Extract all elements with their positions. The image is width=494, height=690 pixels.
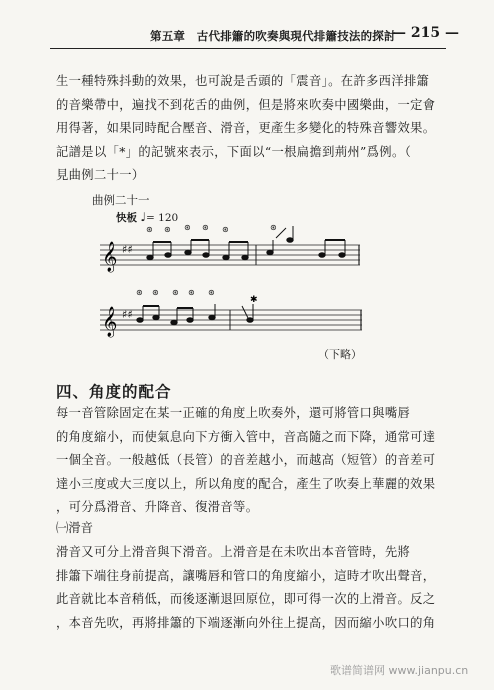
treble-clef-icon: 𝄞: [102, 307, 118, 337]
svg-text:⊛: ⊛: [164, 225, 171, 234]
chapter-title: 第五章 古代排簫的吹奏與現代排簫技法的探討: [150, 29, 396, 43]
text-line: 的角度縮小，而使氣息向下方衝入管中，音高隨之而下降，通常可達: [56, 429, 436, 444]
tempo-label: 快板: [116, 212, 137, 224]
svg-text:⊛: ⊛: [188, 288, 195, 297]
svg-text:⊛: ⊛: [202, 223, 209, 232]
flutter-marks-line-2: [136, 288, 215, 297]
site-watermark: 歌谱简谱网 www.jianpu.cn: [330, 664, 469, 677]
svg-text:⊛: ⊛: [208, 288, 215, 297]
key-signature-icon: ♯♯: [122, 308, 133, 321]
text-line: 一個全音。一般越低（長管）的音差越小，而越高（短管）的音差可: [56, 453, 436, 467]
flutter-marks-line-1: [146, 223, 277, 234]
svg-text:⊛: ⊛: [270, 223, 277, 232]
text-line: 每一音管除固定在某一正確的角度上吹奏外，還可將管口與嘴唇: [56, 406, 411, 420]
text-line: 生一種特殊抖動的效果，也可說是舌頭的「震音」。在許多西洋排簫: [56, 74, 430, 88]
running-header: [0, 22, 494, 48]
score-notation: [90, 190, 390, 362]
text-line: ，可分爲滑音、升降音、復滑音等。: [56, 500, 259, 514]
svg-text:⊛: ⊛: [136, 288, 143, 297]
paragraph-glissando: [56, 541, 442, 635]
key-signature-icon: ♯♯: [122, 243, 133, 256]
text-line: 此音就比本音稍低，而後逐漸退回原位，即可得一次的上滑音。反之: [56, 592, 436, 606]
treble-clef-icon: 𝄞: [102, 242, 118, 272]
paragraph-angle: [56, 402, 442, 520]
example-caption: 曲例二十一: [92, 193, 150, 207]
text-line: 用得著，如果同時配合壓音、滑音，更產生多變化的特殊音響效果。: [56, 121, 436, 135]
text-line: 的音樂帶中，遍找不到花舌的曲例，但是將來吹奏中國樂曲，一定會: [56, 97, 436, 112]
header-rule: [50, 48, 446, 49]
text-line: 見曲例二十一）: [56, 168, 145, 182]
svg-text:⊛: ⊛: [184, 223, 191, 232]
svg-text:⊛: ⊛: [222, 225, 229, 234]
music-example-21: [90, 190, 390, 362]
svg-text:⊛: ⊛: [172, 288, 179, 297]
text-line: 達小三度或大三度以上，所以角度的配合，產生了吹奏上華麗的效果: [56, 476, 436, 491]
text-line: 滑音又可分上滑音與下滑音。上滑音是在未吹出本音管時，先將: [56, 545, 411, 559]
text-line: 記譜是以「*」的記號來表示，下面以“一根扁擔到荊州”爲例。（: [56, 144, 412, 159]
flutter-tongue-mark: ✱: [250, 295, 258, 305]
subsection-heading: ㈠滑音: [56, 521, 93, 535]
svg-text:⊛: ⊛: [146, 225, 153, 234]
section-heading: 四、角度的配合: [56, 382, 172, 401]
svg-text:⊛: ⊛: [152, 288, 159, 297]
text-line: ，本音先吹，再將排簫的下端逐漸向外往上提高，因而縮小吹口的角: [56, 615, 436, 630]
page-number: — 215 —: [392, 25, 459, 41]
omitted-marker: （下略）: [318, 348, 362, 361]
tempo-value: = 120: [146, 212, 179, 224]
text-line: 排簫下端往身前提高，讓嘴唇和管口的角度縮小，這時才吹出聲音，: [56, 568, 436, 583]
notes-line-2: [137, 304, 253, 325]
paragraph-flutter-tongue: [56, 70, 442, 188]
quarter-note-icon: ♩: [140, 210, 147, 224]
